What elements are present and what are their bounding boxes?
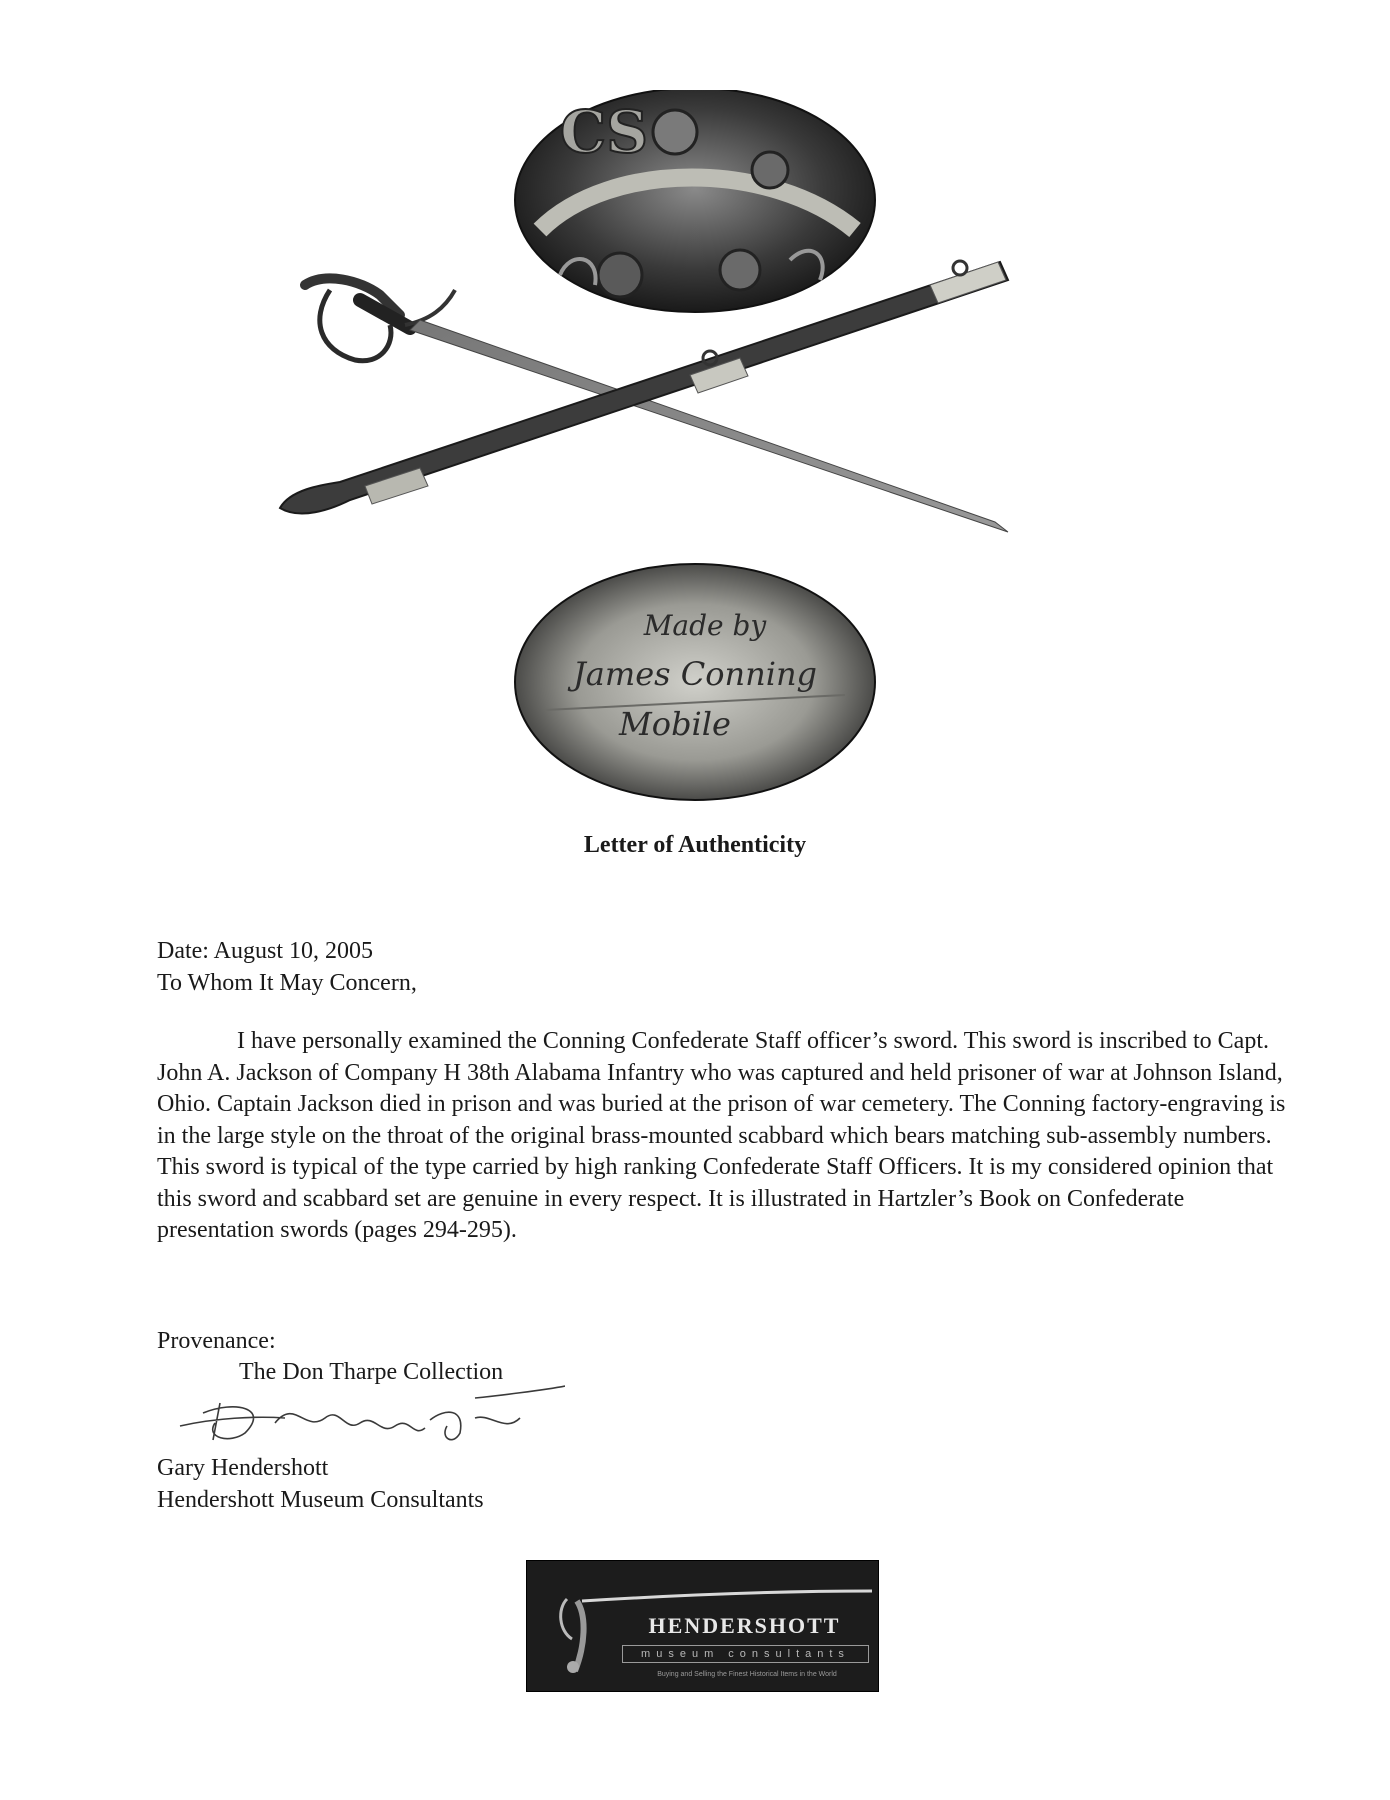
provenance-label: Provenance: — [157, 1328, 276, 1354]
engraving-detail-oval — [515, 564, 875, 800]
sword — [305, 278, 1008, 532]
letter-body: I have personally examined the Conning Confederate Staff officer’s sword. This sword is inscribed to Capt. John A. Jackson of Company H 38th Alabama Infantry who was captured and held prisoner of war at Johnson Island, Ohio. Captain Jackson died in prison and was buried at the prison of war cemetery. The Conning factory-engraving is in the large style on the throat of the original brass-mounted scabbard which bears matching sub-assembly numbers. This sword is typical of the type carried by high ranking Confederate Staff Officers. It is my considered opinion that this sword and scabbard set are genuine in every respect. It is illustrated in Hartzler’s Book on Confederate presentation swords (pages 294-295). — [157, 1028, 1286, 1243]
engraving-line-1: Made by — [643, 609, 767, 642]
signer-company: Hendershott Museum Consultants — [157, 1487, 484, 1513]
hilt-detail-oval — [515, 90, 875, 312]
sword-photo-composite — [270, 90, 1170, 830]
signer-name: Gary Hendershott — [157, 1455, 329, 1481]
letter-heading: Letter of Authenticity — [583, 832, 807, 858]
hendershott-logo — [526, 1560, 879, 1692]
letter-salutation: To Whom It May Concern, — [157, 970, 417, 996]
letter-date: Date: August 10, 2005 — [157, 938, 373, 964]
engraving-line-3: Mobile — [619, 705, 731, 743]
engraving-line-2: James Conning — [572, 655, 818, 693]
logo-brand: HENDERSHOTT — [648, 1613, 841, 1638]
logo-tagline: Buying and Selling the Finest Historical Items in the World — [657, 1671, 837, 1678]
provenance-collection: The Don Tharpe Collection — [239, 1359, 504, 1385]
sword-photo — [270, 90, 1170, 830]
logo-subtitle: museum consultants — [622, 1645, 869, 1663]
hilt-medallion-letters: CS — [560, 98, 649, 166]
handwritten-signature — [175, 1378, 565, 1450]
